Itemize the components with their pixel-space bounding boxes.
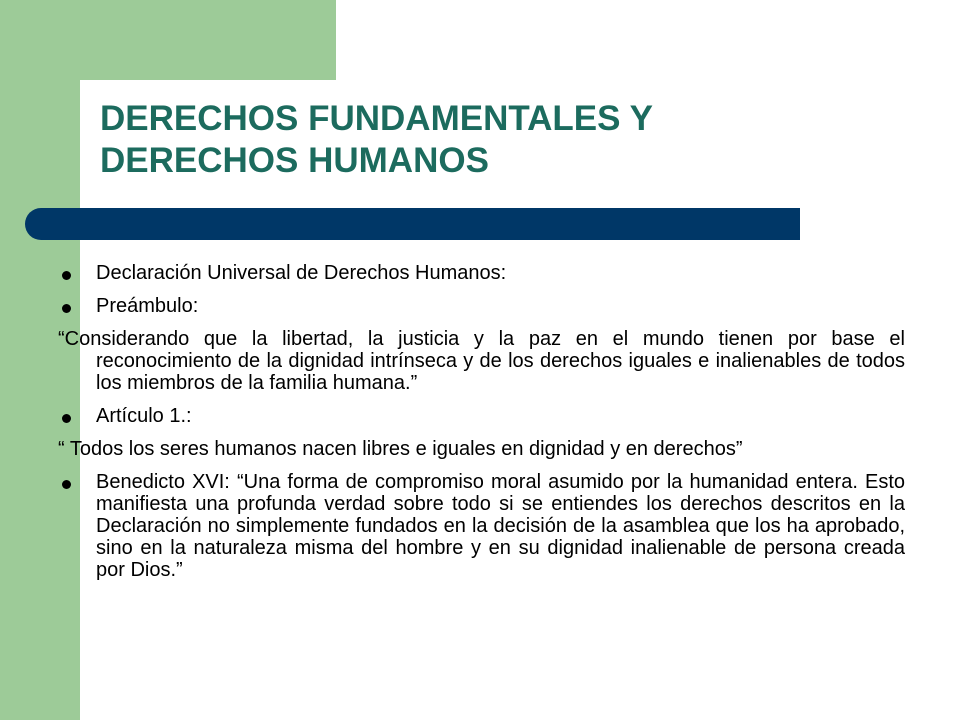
bullet-benedicto-text: Benedicto XVI: “Una forma de compromiso moral asumido por la humanidad entera. Esto manifiesta una profunda verdad sobre todo si se entiendes los derechos descritos en la Declaración no simplemente fundados en la decisión de la asamblea que los ha aprobado, sino en la naturaleza misma del hombre y en su dignidad inalienable de persona creada por Dios.” (96, 471, 905, 581)
bullet-preambulo (60, 295, 905, 317)
slide-title-line-2: DERECHOS HUMANOS (100, 141, 489, 180)
green-top-band (80, 0, 336, 80)
bullet-dot-icon (62, 414, 71, 423)
slide-title-line-1: DERECHOS FUNDAMENTALES Y (100, 99, 653, 138)
bullet-declaracion-text: Declaración Universal de Derechos Humanos: (96, 262, 507, 284)
preambulo-quote: “Considerando que la libertad, la justicia y la paz en el mundo tienen por base el reconocimiento de la dignidad intrínseca y de los derechos iguales e inalienables de todos los miembros de la familia humana.” (58, 328, 905, 394)
bullet-dot-icon (62, 304, 71, 313)
bullet-benedicto (60, 471, 905, 581)
bullet-declaracion (60, 262, 905, 284)
bullet-dot-icon (62, 271, 71, 280)
bullet-dot-icon (62, 480, 71, 489)
bullet-preambulo-text: Preámbulo: (96, 295, 199, 317)
articulo-quote: “ Todos los seres humanos nacen libres e iguales en dignidad y en derechos” (58, 438, 743, 460)
bullet-articulo-text: Artículo 1.: (96, 405, 192, 427)
bullet-articulo (60, 405, 905, 427)
slide-title (100, 98, 920, 182)
slide-body (60, 262, 905, 592)
title-underline-bar (25, 208, 800, 240)
